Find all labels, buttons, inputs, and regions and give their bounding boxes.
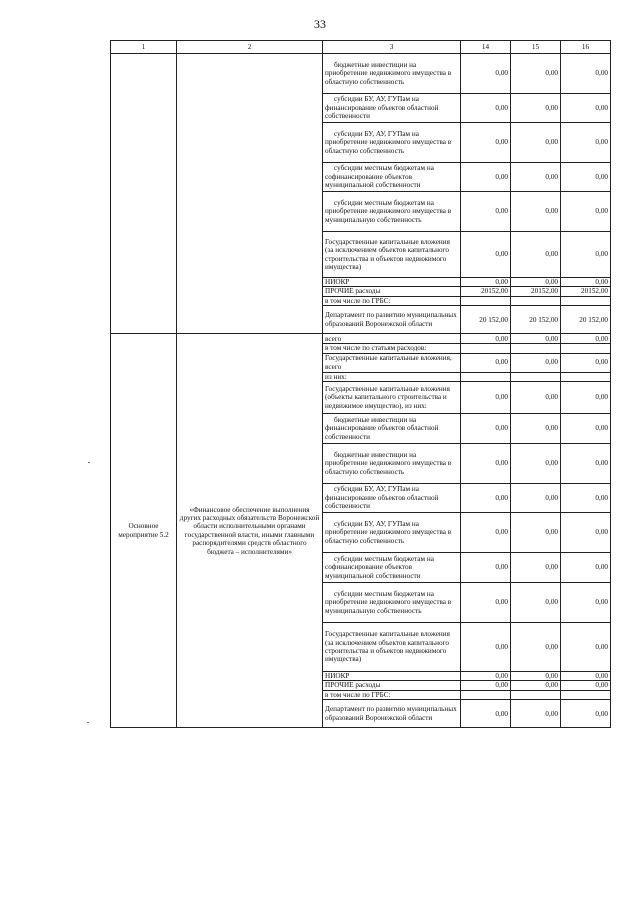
value-col-15: 0,00: [511, 192, 561, 232]
value-col-15: [511, 296, 561, 305]
expense-item-name: Государственные капитальные вложения, всего: [323, 353, 461, 372]
value-col-14: 0,00: [461, 123, 511, 163]
expense-item-name: Департамент по развитию муниципальных образований Воронежской области: [323, 700, 461, 728]
value-col-14: 0,00: [461, 484, 511, 513]
value-col-14: [461, 372, 511, 381]
expense-item-name: всего: [323, 334, 461, 344]
value-col-15: 0,00: [511, 414, 561, 444]
value-col-14: 0,00: [461, 700, 511, 728]
expense-item-name: в том числе по статьям расходов:: [323, 344, 461, 353]
value-col-15: 0,00: [511, 681, 561, 690]
value-col-16: 0,00: [561, 278, 611, 287]
value-col-14: 0,00: [461, 553, 511, 583]
expense-item-name: субсидии местным бюджетам на софинансирование объектов муниципальной собственности: [323, 163, 461, 192]
value-col-16: 0,00: [561, 382, 611, 414]
activity-title: «Финансовое обеспечение выполнения других расходных обязательств Воронежской области исполнительными органами государственной власти, иными главными распорядителями средств областного бюджета – исполнителями»: [177, 334, 323, 728]
value-col-16: 0,00: [561, 672, 611, 681]
value-col-16: 0,00: [561, 484, 611, 513]
value-col-15: 0,00: [511, 278, 561, 287]
value-col-16: 0,00: [561, 623, 611, 672]
value-col-15: 0,00: [511, 353, 561, 372]
value-col-14: 0,00: [461, 278, 511, 287]
value-col-15: 0,00: [511, 700, 561, 728]
value-col-16: 0,00: [561, 444, 611, 484]
budget-table: [110, 40, 611, 728]
expense-item-name: субсидии БУ, АУ, ГУПам на приобретение недвижимого имущества в областную собственность: [323, 123, 461, 163]
value-col-14: 0,00: [461, 54, 511, 94]
expense-item-name: в том числе по ГРБС:: [323, 690, 461, 699]
value-col-15: 0,00: [511, 623, 561, 672]
value-col-15: [511, 344, 561, 353]
value-col-15: 0,00: [511, 163, 561, 192]
header-col-15: 15: [511, 41, 561, 54]
expense-item-name: ПРОЧИЕ расходы: [323, 681, 461, 690]
value-col-14: 0,00: [461, 353, 511, 372]
expense-item-name: из них:: [323, 372, 461, 381]
value-col-15: 0,00: [511, 334, 561, 344]
value-col-14: 0,00: [461, 163, 511, 192]
expense-item-name: Государственные капитальные вложения (объекты капитального строительства и недвижимое имущество), из них:: [323, 382, 461, 414]
expense-item-name: Государственные капитальные вложения (за исключением объектов капитального строительства и объектов недвижимого имущества): [323, 623, 461, 672]
value-col-16: [561, 344, 611, 353]
value-col-15: 0,00: [511, 382, 561, 414]
expense-item-name: ПРОЧИЕ расходы: [323, 287, 461, 296]
expense-item-name: НИОКР: [323, 672, 461, 681]
value-col-15: 0,00: [511, 123, 561, 163]
value-col-16: 0,00: [561, 123, 611, 163]
table-body: [111, 54, 611, 728]
header-row: [111, 41, 611, 54]
value-col-14: 0,00: [461, 334, 511, 344]
page-number: 33: [314, 17, 326, 31]
value-col-14: [461, 690, 511, 699]
value-col-15: [511, 372, 561, 381]
expense-item-name: субсидии БУ, АУ, ГУПам на приобретение недвижимого имущества в областную собственность: [323, 513, 461, 553]
value-col-16: 0,00: [561, 353, 611, 372]
expense-item-name: субсидии местным бюджетам на приобретение недвижимого имущества в муниципальную собственность: [323, 583, 461, 623]
empty-code-cell: [111, 54, 177, 334]
value-col-15: 0,00: [511, 444, 561, 484]
value-col-14: 0,00: [461, 672, 511, 681]
expense-item-name: НИОКР: [323, 278, 461, 287]
value-col-14: 0,00: [461, 681, 511, 690]
activity-code: Основное мероприятие 5.2: [111, 334, 177, 728]
value-col-16: 0,00: [561, 192, 611, 232]
value-col-14: 20152,00: [461, 287, 511, 296]
value-col-16: 0,00: [561, 94, 611, 123]
value-col-14: 0,00: [461, 192, 511, 232]
value-col-15: 0,00: [511, 232, 561, 278]
value-col-16: 0,00: [561, 583, 611, 623]
expense-item-name: субсидии местным бюджетам на софинансирование объектов муниципальной собственности: [323, 553, 461, 583]
header-col-3: 3: [323, 41, 461, 54]
value-col-15: 0,00: [511, 583, 561, 623]
value-col-14: 0,00: [461, 583, 511, 623]
margin-mark: [87, 722, 89, 723]
value-col-16: 0,00: [561, 232, 611, 278]
value-col-16: 0,00: [561, 414, 611, 444]
value-col-16: 0,00: [561, 553, 611, 583]
expense-item-name: Департамент по развитию муниципальных образований Воронежской области: [323, 306, 461, 334]
value-col-16: 0,00: [561, 163, 611, 192]
value-col-14: 0,00: [461, 623, 511, 672]
value-col-15: 0,00: [511, 54, 561, 94]
header-col-14: 14: [461, 41, 511, 54]
value-col-16: 0,00: [561, 700, 611, 728]
value-col-16: 20152,00: [561, 287, 611, 296]
value-col-14: 0,00: [461, 513, 511, 553]
header-col-16: 16: [561, 41, 611, 54]
value-col-14: 0,00: [461, 232, 511, 278]
value-col-15: [511, 690, 561, 699]
value-col-14: 0,00: [461, 382, 511, 414]
header-col-1: 1: [111, 41, 177, 54]
expense-item-name: бюджетные инвестиции на приобретение недвижимого имущества в областную собственность: [323, 444, 461, 484]
value-col-16: 0,00: [561, 681, 611, 690]
table-row: [111, 334, 611, 344]
value-col-15: 20152,00: [511, 287, 561, 296]
value-col-14: 0,00: [461, 444, 511, 484]
margin-mark: [88, 462, 90, 463]
value-col-16: 20 152,00: [561, 306, 611, 334]
value-col-14: 0,00: [461, 94, 511, 123]
expense-item-name: бюджетные инвестиции на финансирование объектов областной собственности: [323, 414, 461, 444]
value-col-16: 0,00: [561, 54, 611, 94]
header-col-2: 2: [177, 41, 323, 54]
value-col-14: [461, 344, 511, 353]
value-col-15: 20 152,00: [511, 306, 561, 334]
empty-title-cell: [177, 54, 323, 334]
value-col-15: 0,00: [511, 553, 561, 583]
value-col-16: [561, 372, 611, 381]
value-col-15: 0,00: [511, 513, 561, 553]
value-col-16: 0,00: [561, 513, 611, 553]
expense-item-name: Государственные капитальные вложения (за исключением объектов капитального строительства и объектов недвижимого имущества): [323, 232, 461, 278]
value-col-16: [561, 690, 611, 699]
value-col-14: [461, 296, 511, 305]
value-col-14: 20 152,00: [461, 306, 511, 334]
value-col-14: 0,00: [461, 414, 511, 444]
table-row: [111, 54, 611, 94]
value-col-15: 0,00: [511, 484, 561, 513]
value-col-15: 0,00: [511, 94, 561, 123]
expense-item-name: бюджетные инвестиции на приобретение недвижимого имущества в областную собственность: [323, 54, 461, 94]
expense-item-name: субсидии БУ, АУ, ГУПам на финансирование объектов областной собственности: [323, 484, 461, 513]
expense-item-name: в том числе по ГРБС:: [323, 296, 461, 305]
expense-item-name: субсидии местным бюджетам на приобретение недвижимого имущества в муниципальную собственность: [323, 192, 461, 232]
expense-item-name: субсидии БУ, АУ, ГУПам на финансирование объектов областной собственности: [323, 94, 461, 123]
value-col-16: [561, 296, 611, 305]
value-col-16: 0,00: [561, 334, 611, 344]
value-col-15: 0,00: [511, 672, 561, 681]
